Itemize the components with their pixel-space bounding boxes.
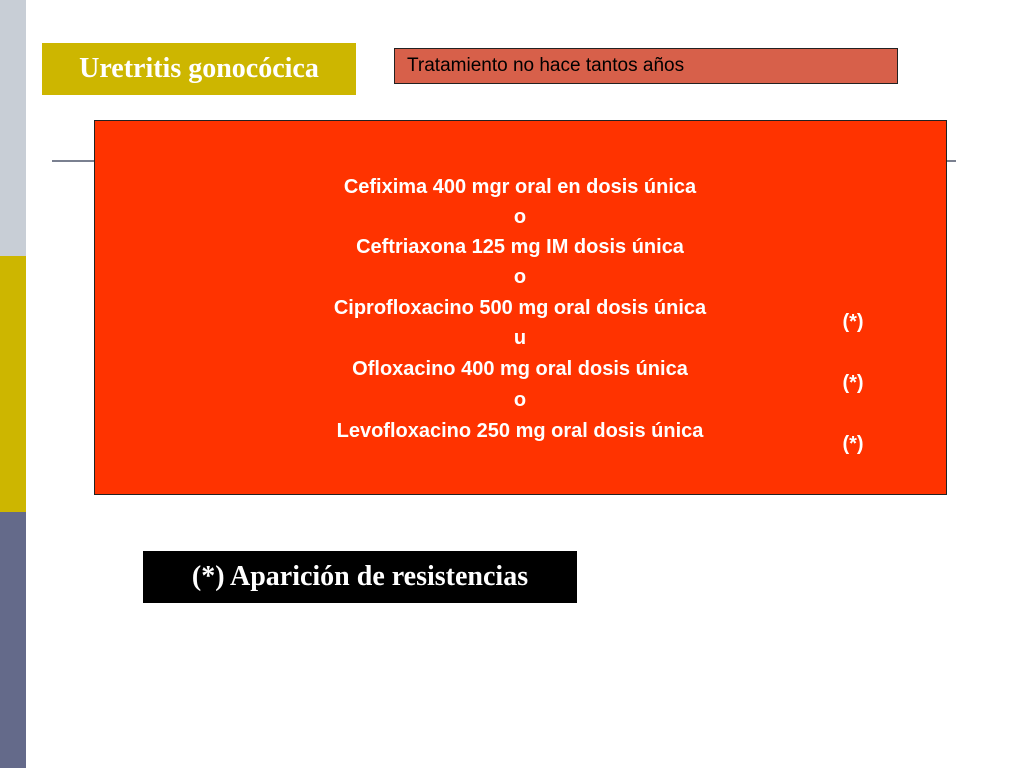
side-accent-middle [0,256,26,512]
treatment-connector-1: o [513,206,527,228]
side-accent-bottom [0,512,26,768]
title-banner [42,43,356,95]
treatment-connector-3: u [513,327,527,349]
treatment-levofloxacino: Levofloxacino 250 mg oral dosis única [336,420,704,442]
side-accent-bar [0,0,26,768]
note-text: Tratamiento no hace tantos años [407,55,685,76]
treatment-ciprofloxacino: Ciprofloxacino 500 mg oral dosis única [333,297,707,319]
resistance-marker-ciprofloxacino: (*) [842,311,864,333]
resistance-marker-ofloxacino: (*) [842,372,864,394]
footnote-banner [143,551,577,603]
slide-title: Uretritis gonocócica [79,53,319,84]
treatment-ceftriaxona: Ceftriaxona 125 mg IM dosis única [356,236,684,258]
side-accent-top [0,0,26,256]
treatment-cefixima: Cefixima 400 mgr oral en dosis única [343,176,697,198]
treatment-connector-2: o [513,266,527,288]
resistance-marker-levofloxacino: (*) [842,433,864,455]
treatment-ofloxacino: Ofloxacino 400 mg oral dosis única [352,358,688,380]
footnote-text: (*) Aparición de resistencias [191,561,529,592]
note-banner [394,48,898,84]
treatment-panel [94,120,947,495]
treatment-connector-4: o [513,389,527,411]
